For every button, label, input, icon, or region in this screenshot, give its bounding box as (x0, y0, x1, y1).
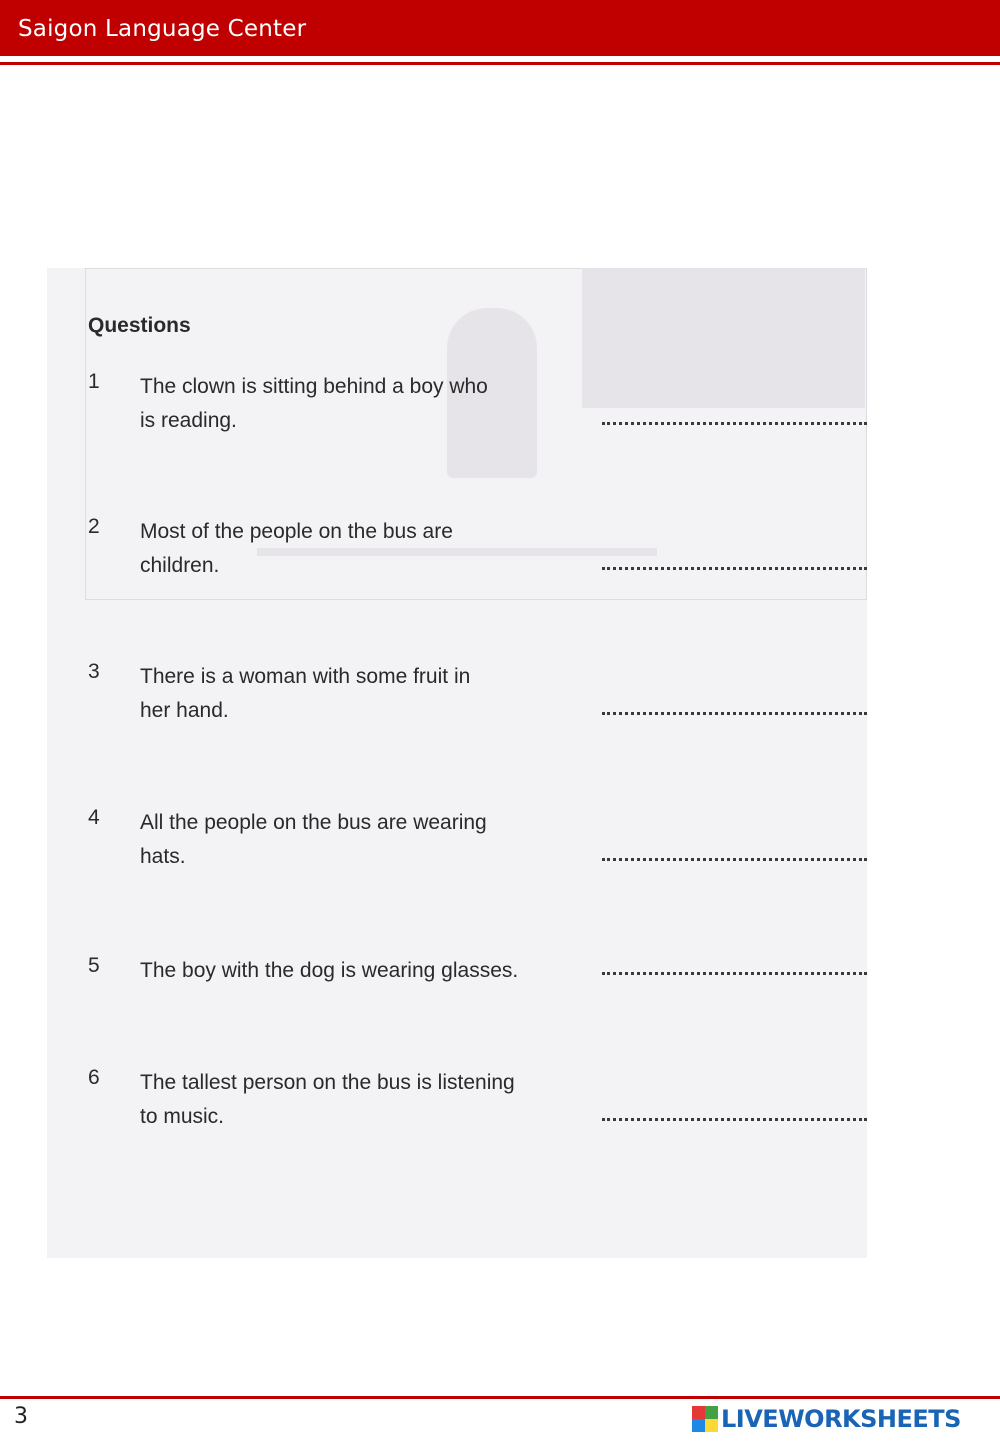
bleed-through-board (582, 268, 865, 408)
question-number: 6 (88, 1066, 100, 1089)
question-text (140, 1066, 580, 1134)
questions-heading: Questions (88, 314, 191, 337)
answer-field[interactable] (602, 858, 867, 861)
question-number: 1 (88, 370, 100, 393)
question-text-line: All the people on the bus are wearing (140, 811, 487, 834)
question-text-line: her hand. (140, 699, 229, 722)
question-text (140, 660, 580, 728)
question-text-line: The boy with the dog is wearing glasses. (140, 959, 519, 982)
liveworksheets-logo (692, 1404, 961, 1434)
header-divider (0, 62, 1000, 65)
question-text (140, 954, 580, 988)
liveworksheets-logo-icon (692, 1406, 718, 1432)
question-text (140, 515, 580, 583)
question-text-line: hats. (140, 845, 186, 868)
question-number: 3 (88, 660, 100, 683)
answer-field[interactable] (602, 422, 867, 425)
answer-field[interactable] (602, 712, 867, 715)
question-number: 5 (88, 954, 100, 977)
question-number: 2 (88, 515, 100, 538)
question-text-line: There is a woman with some fruit in (140, 665, 471, 688)
worksheet-scan (47, 268, 867, 1258)
page-number: 3 (14, 1404, 28, 1429)
question-text-line: Most of the people on the bus are (140, 520, 453, 543)
question-number: 4 (88, 806, 100, 829)
answer-field[interactable] (602, 1118, 867, 1121)
question-text-line: to music. (140, 1105, 225, 1128)
header-title: Saigon Language Center (18, 16, 307, 42)
question-text-line: is reading. (140, 409, 237, 432)
answer-field[interactable] (602, 567, 867, 570)
question-text (140, 806, 580, 874)
question-text-line: The tallest person on the bus is listening (140, 1071, 515, 1094)
question-text-line: children. (140, 554, 220, 577)
question-text (140, 370, 580, 438)
answer-field[interactable] (602, 972, 867, 975)
header-bar (0, 0, 1000, 56)
footer-divider (0, 1396, 1000, 1399)
question-text-line: The clown is sitting behind a boy who (140, 375, 488, 398)
liveworksheets-logo-text: LIVEWORKSHEETS (721, 1405, 961, 1433)
